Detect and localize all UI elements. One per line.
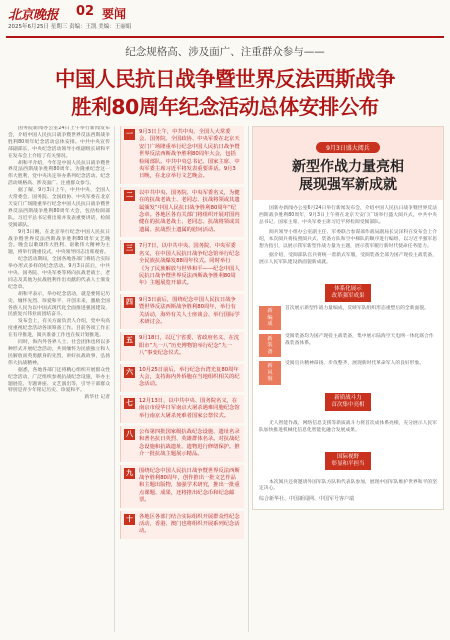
feature-body bbox=[253, 474, 443, 510]
item-number: 十 bbox=[126, 514, 133, 523]
section-name: 要闻 bbox=[102, 7, 127, 21]
feature-tag: 9月3日盛大阅兵 bbox=[316, 142, 380, 153]
paragraph: 阅兵领导小组办公室副主任、军委联合参谋部作战局副局长吴泽科在发布会上介绍，本次阅兵将按照阅兵式、装备方队和空中梯队的顺序进行编组，以习近平强军思想为指引，以展示我军新型作战力量为主题，展示我军履行新时代使命任务能力。 bbox=[259, 229, 437, 249]
highlight-row bbox=[259, 361, 437, 385]
dateline: 2025年6月25日 星期三 责编：王凯 美编：王丽娟 bbox=[8, 24, 132, 30]
item-text: 10月25日前后，举行纪念台湾光复80周年大会，支持海内外侨胞在当地组织相关的纪念活动。 bbox=[139, 366, 240, 388]
paragraph: 无人智能作战、网络信息支援等新质战斗力将首次成体系亮相，充分展示人民军队加快推进机械化信息化智能化融合发展成果。 bbox=[259, 420, 437, 433]
schedule-item bbox=[120, 426, 244, 462]
item-number: 二 bbox=[126, 190, 133, 199]
paragraph: 国新办新闻办公室6月24日举行新闻发布会，介绍中国人民抗日战争暨世界反法西斯战争胜利80周年，9月3日上午将在北京天安门广场举行盛大阅兵式，中共中央总书记、国家主席、中央军委主席习近平将检阅受阅部队。 bbox=[259, 206, 437, 225]
feature-body bbox=[253, 415, 443, 444]
schedule-item bbox=[120, 465, 244, 508]
item-number: 四 bbox=[126, 297, 133, 306]
highlight-row bbox=[259, 334, 437, 358]
paragraph: 据悉，各地各部门还将精心组织开展群众性纪念活动，广泛组织参观抗战纪念设施，举办主题展览、专题讲座、文艺演出等，引导干部群众特别是青少年铭记历史、珍爱和平。 bbox=[8, 367, 110, 394]
byline: 新华社 记者 bbox=[84, 395, 110, 401]
paragraph: 纪念活动期间，全国各地各部门将结合实际举办形式多样的纪念活动。9月3日前后，中共中央、国务院、中央军委等将向抗战老战士、老同志及其他为抗战胜利作出贡献的代表人士颁发纪念章。 bbox=[8, 257, 110, 290]
schedule-item bbox=[120, 332, 244, 360]
feature-title-line-1: 新型作战力量亮相 bbox=[292, 159, 404, 175]
subhead bbox=[253, 391, 443, 411]
masthead-rule bbox=[6, 36, 444, 38]
subhead-label: 新质战斗力 首次集中亮相 bbox=[325, 393, 370, 411]
feature-sidebar bbox=[252, 126, 444, 636]
paragraph: 据介绍，受阅部队官兵将统一着新式军服，受阅装备全部为国产现役主战装备，展示人民军队建设新面貌新成就。 bbox=[259, 253, 437, 266]
schedule-list bbox=[120, 126, 244, 636]
subhead-label: 体系化展示 改革强军成果 bbox=[325, 284, 370, 302]
item-text: 以中共中央、国务院、中央军委名义，为健在的抗战老战士、老同志、抗战将领或其遗属颁发“中国人民抗日战争胜利80周年”纪念章。各地区各有关部门将组织开展对国内健在的抗战老战士、老同志、抗战将领或其遗属、抗战烈士遗属的慰问活动。 bbox=[139, 189, 240, 233]
subhead bbox=[253, 450, 443, 470]
item-number: 九 bbox=[126, 468, 133, 477]
paragraph: 国务院新闻办公室24日上午举行新闻发布会，介绍中国人民抗日战争暨世界反法西斯战争胜利80周年纪念活动总体安排。中共中央宣传部副部长、中央纪念活动领导小组副组长胡和平在发布会上介绍了有关情况。 bbox=[8, 126, 110, 159]
subhead bbox=[253, 282, 443, 302]
paragraph: 胡和平表示，举办纪念活动，就是要铭记历史、缅怀先烈、珍爱和平、开创未来，激励全国各族人民为以中国式现代化全面推进强国建设、民族复兴伟业而团结奋斗。 bbox=[8, 291, 110, 318]
feature-credit: 综合新华社、中国新闻网、中国军号客户端 bbox=[259, 496, 355, 503]
newspaper-logo: 北京晚报 bbox=[8, 8, 59, 23]
paragraph: 本次阅兵还将邀请外国军队方队和代表队参加，展现中国军队维护世界和平的坚定决心。 bbox=[259, 479, 437, 492]
schedule-item bbox=[120, 395, 244, 423]
item-text: 围绕纪念中国人民抗日战争暨世界反法西斯战争胜利80周年，创作推出一批文艺作品和主题出版物，加强学术研究，推出一批重点课题、成果，还将推出纪念币和纪念邮票。 bbox=[139, 467, 240, 504]
subhead-label: 国际视野 彰显和平担当 bbox=[325, 452, 370, 470]
schedule-item bbox=[120, 240, 244, 290]
column-divider bbox=[114, 126, 115, 632]
schedule-item bbox=[120, 187, 244, 237]
feature-header bbox=[253, 127, 443, 200]
schedule-item bbox=[120, 126, 244, 184]
feature-box bbox=[252, 126, 444, 510]
schedule-item bbox=[120, 364, 244, 392]
page-number: 02 bbox=[76, 4, 95, 19]
column-divider bbox=[248, 126, 249, 632]
paragraph: 据了解，9月3日上午，中共中央、全国人大常委会、国务院、全国政协、中央军委在北京天安门广场隆重举行纪念中国人民抗日战争暨世界反法西斯战争胜利80周年大会，包括检阅部队。习近平总书记将出席并发表重要讲话，检阅受阅部队。 bbox=[8, 188, 110, 228]
schedule-item bbox=[120, 294, 244, 330]
kicker: 纪念规格高、涉及面广、注重群众参与—— bbox=[125, 46, 325, 58]
item-number: 五 bbox=[126, 336, 133, 345]
feature-title-line-2: 展现强军新成就 bbox=[299, 177, 397, 193]
row-label: 新 风 貌 bbox=[259, 361, 281, 385]
headline-line-2: 胜利80周年纪念活动总体安排公布 bbox=[71, 95, 379, 119]
row-text: 受阅官兵精神昂扬、步伐整齐，展现新时代革命军人的良好形象。 bbox=[285, 361, 425, 367]
item-text: 9月3日上午，中共中央、全国人大常委会、国务院、全国政协、中央军委在北京天安门广场隆重举行纪念中国人民抗日战争暨世界反法西斯战争胜利80周年大会，包括检阅部队。中共中央总书记、国家主席、中央军委主席习近平将发表重要讲话。9月3日晚，在北京举行文艺晚会。 bbox=[139, 129, 240, 180]
item-number: 八 bbox=[126, 430, 133, 438]
row-text: 受阅装备均为国产现役主战装备，集中展示陆海空天电网一体化联合作战装备体系。 bbox=[285, 333, 434, 346]
schedule-item bbox=[120, 511, 244, 539]
article-body bbox=[8, 126, 110, 636]
item-text: 公布第四批国家级抗战纪念设施、遗址名录和著名抗日英烈、英雄群体名录。对抗战纪念设施和抗战遗址、遗物进行修缮保护。推介一批抗战主题展示精品。 bbox=[139, 429, 240, 458]
headline-line-1: 中国人民抗日战争暨世界反法西斯战争 bbox=[55, 67, 395, 91]
item-text: 12月13日，以中共中央、国务院名义，在南京市侵华日军南京大屠杀遇难同胞纪念馆举行南京大屠杀死难者国家公祭仪式。 bbox=[139, 397, 240, 419]
highlight-row bbox=[259, 306, 437, 330]
item-text: 7月7日，以中共中央、国务院、中央军委名义，在中国人民抗日战争纪念馆举行纪念全民族抗战爆发88周年仪式。同时举行《为了民族解放与世界和平——纪念中国人民抗日战争暨世界反法西斯战争胜利80周年》主题展览开幕式。 bbox=[139, 243, 240, 287]
item-number: 三 bbox=[126, 244, 133, 253]
highlight-rows bbox=[253, 306, 443, 385]
paragraph: 胡和平介绍，今年是中国人民抗日战争暨世界反法西斯战争胜利80周年。为隆重纪念这一伟大胜利，党中央决定举办系列纪念活动。纪念活动规格高、涉及面广、注重群众参与。 bbox=[8, 160, 110, 187]
item-number: 七 bbox=[126, 398, 133, 407]
paragraph: 9月3日晚，在北京举行纪念中国人民抗日战争暨世界反法西斯战争胜利80周年文艺晚会。晚会以歌颂伟大胜利、讴歌伟大精神为主题，将举行隆重仪式，中央领导同志出席观看。 bbox=[8, 229, 110, 256]
paragraph: 同时，海内外各界人士、社会团体也将以多种形式开展纪念活动，共同缅怀为民族独立和人民解放而英勇献身的先烈，讲好抗战故事，弘扬伟大抗战精神。 bbox=[8, 340, 110, 366]
paragraph: 发布会上，有关方面负责人介绍，党中央高度重视纪念活动各项筹备工作。目前各项工作正在有序推进，阅兵准备工作也在按计划推进。 bbox=[8, 319, 110, 339]
item-number: 一 bbox=[126, 130, 133, 138]
row-text: 首次展示新型作战力量编成，反映军队组织形态重塑后的全新面貌。 bbox=[285, 306, 429, 312]
item-text: 9月18日，以辽宁省委、省政府名义，在沈阳市“九一八”历史博物馆举行纪念“九一八”事变纪念仪式。 bbox=[139, 335, 240, 357]
item-text: 9月3日前后，围绕纪念中国人民抗日战争暨世界反法西斯战争胜利80周年，举行有关活动，海外有关人士座谈会、举行国际学术研讨会。 bbox=[139, 296, 240, 325]
row-label: 新 编 成 bbox=[259, 306, 281, 330]
item-text: 各地区各部门结合实际组织开展群众性纪念活动，香港、澳门也将组织开展系列纪念活动。 bbox=[139, 513, 240, 535]
item-number: 六 bbox=[126, 367, 133, 376]
row-label: 新 装 备 bbox=[259, 334, 281, 358]
feature-body bbox=[253, 200, 443, 276]
masthead bbox=[6, 2, 444, 32]
